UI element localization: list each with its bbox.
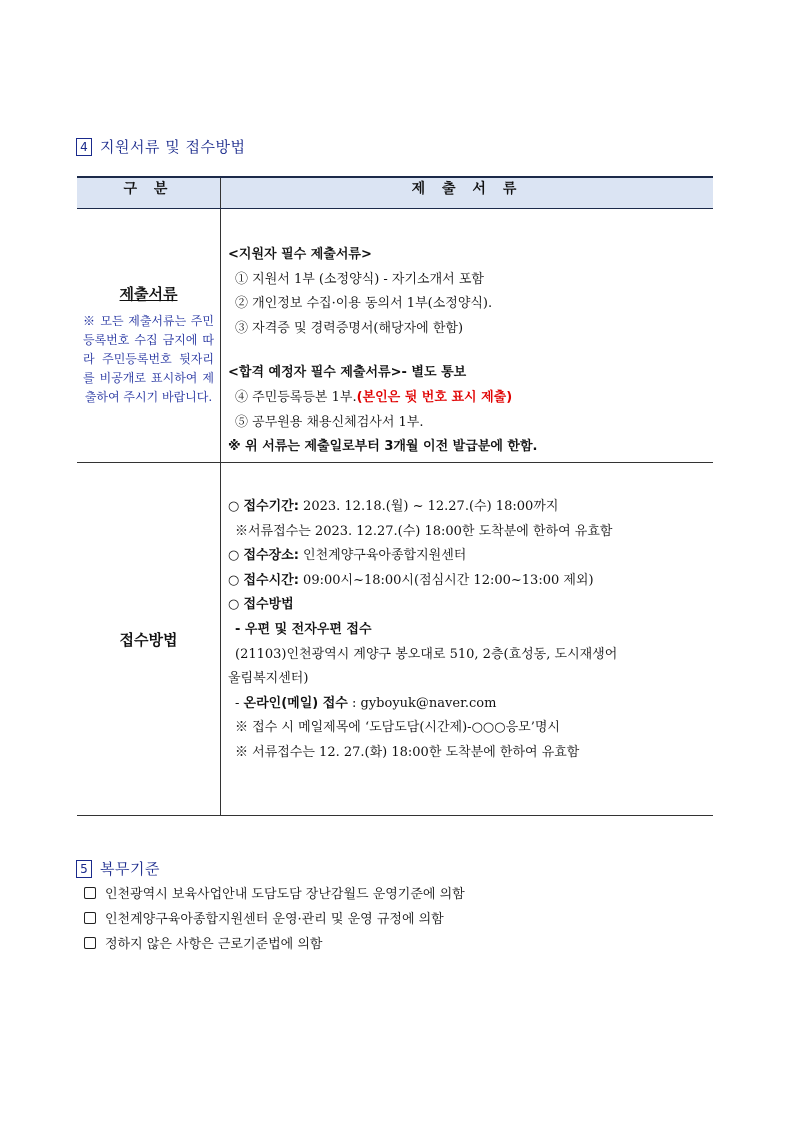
list-item-text: 정하지 않은 사항은 근로기준법에 의함: [105, 937, 323, 952]
pass-item-5: ⑤ 공무원용 채용신체검사서 1부.: [235, 414, 424, 430]
section-5-title: 복무기준: [100, 860, 160, 878]
section-4-heading: [76, 136, 245, 157]
time-label: 접수시간:: [243, 572, 299, 588]
header-category: 구 분: [77, 177, 221, 209]
online-line: [228, 692, 713, 717]
online-label: 온라인(메일) 접수: [243, 695, 348, 711]
pass-title: <합격 예정자 필수 제출서류>- 별도 통보: [228, 365, 467, 381]
method-content: [221, 463, 714, 816]
address-line: (21103)인천광역시 계양구 봉오대로 510, 2층(효성동, 도시재생어: [235, 646, 618, 662]
list-item: [84, 907, 465, 932]
time-line: ○ 접수시간: 09:00시~18:00시(점심시간 12:00~13:00 제외): [228, 572, 594, 588]
required-title: <지원자 필수 제출서류>: [228, 247, 372, 262]
required-item: ① 지원서 1부 (소정양식) - 자기소개서 포함: [235, 271, 484, 287]
section-5-number: 5: [76, 860, 92, 878]
mail-title: - 우편 및 전자우편 접수: [235, 621, 372, 637]
time-value: 09:00시~18:00시(점심시간 12:00~13:00 제외): [298, 572, 594, 588]
deadline-note: ※ 서류접수는 12. 27.(화) 18:00한 도착분에 한하여 유효함: [235, 744, 580, 760]
method-line: ○ 접수방법: [228, 597, 294, 613]
section-4-title: 지원서류 및 접수방법: [100, 138, 246, 156]
period-label: 접수기간:: [243, 499, 299, 514]
documents-table: [77, 176, 713, 816]
service-standards-list: [84, 882, 465, 957]
table-header-row: [77, 177, 713, 209]
list-item-text: 인천광역시 보육사업안내 도담도담 장난감월드 운영기준에 의함: [105, 887, 465, 902]
checkbox-icon: [84, 887, 96, 899]
place-label: 접수장소:: [243, 548, 299, 564]
period-value: 2023. 12.18.(월) ~ 12.27.(수) 18:00까지: [298, 499, 559, 514]
period-line: ○ 접수기간: 2023. 12.18.(월) ~ 12.27.(수) 18:00까지: [228, 499, 559, 514]
header-documents: 제 출 서 류: [221, 177, 714, 209]
place-line: ○ 접수장소: 인천계양구육아종합지원센터: [228, 548, 467, 564]
checkbox-icon: [84, 912, 96, 924]
method-label: 접수방법: [243, 597, 294, 613]
period-note: ※서류접수는 2023. 12.27.(수) 18:00한 도착분에 한하여 유효함: [235, 523, 613, 539]
list-item: [84, 882, 465, 907]
online-prefix: -: [235, 695, 244, 711]
section-4-number: 4: [76, 138, 92, 156]
table-row-documents: [77, 209, 713, 463]
online-email: : gyboyuk@naver.com: [347, 695, 497, 711]
row-label-method: 접수방법: [119, 631, 178, 649]
pass-item-4-highlight: (본인은 뒷 번호 표시 제출): [356, 389, 513, 405]
row-label-cell: [77, 463, 221, 816]
row-label-cell: [77, 209, 221, 463]
pass-item-4-text: ④ 주민등록등본 1부.: [235, 389, 357, 405]
required-item: ② 개인정보 수집·이용 동의서 1부(소정양식).: [235, 296, 493, 312]
section-5-heading: [76, 858, 160, 879]
required-item: ③ 자격증 및 경력증명서(해당자에 한함): [235, 320, 464, 336]
list-item-text: 인천계양구육아종합지원센터 운영·관리 및 운영 규정에 의함: [105, 912, 444, 927]
subject-note: ※ 접수 시 메일제목에 ‘도담도담(시간제)-○○○응모’명시: [235, 720, 560, 736]
list-item: [84, 932, 465, 957]
row-label-documents: 제출서류: [119, 285, 178, 303]
address-line: 울림복지센터): [228, 671, 309, 687]
privacy-note: ※ 모든 제출서류는 주민등록번호 수집 금지에 따라 주민등록번호 뒷자리를 비공개로 표시하여 제출하여 주시기 바랍니다.: [83, 314, 214, 404]
checkbox-icon: [84, 937, 96, 949]
table-row-method: [77, 463, 713, 816]
documents-content: [221, 209, 714, 463]
pass-item-4: [228, 386, 713, 411]
place-value: 인천계양구육아종합지원센터: [298, 548, 467, 564]
validity-note: ※ 위 서류는 제출일로부터 3개월 이전 발급분에 한함.: [228, 439, 538, 455]
